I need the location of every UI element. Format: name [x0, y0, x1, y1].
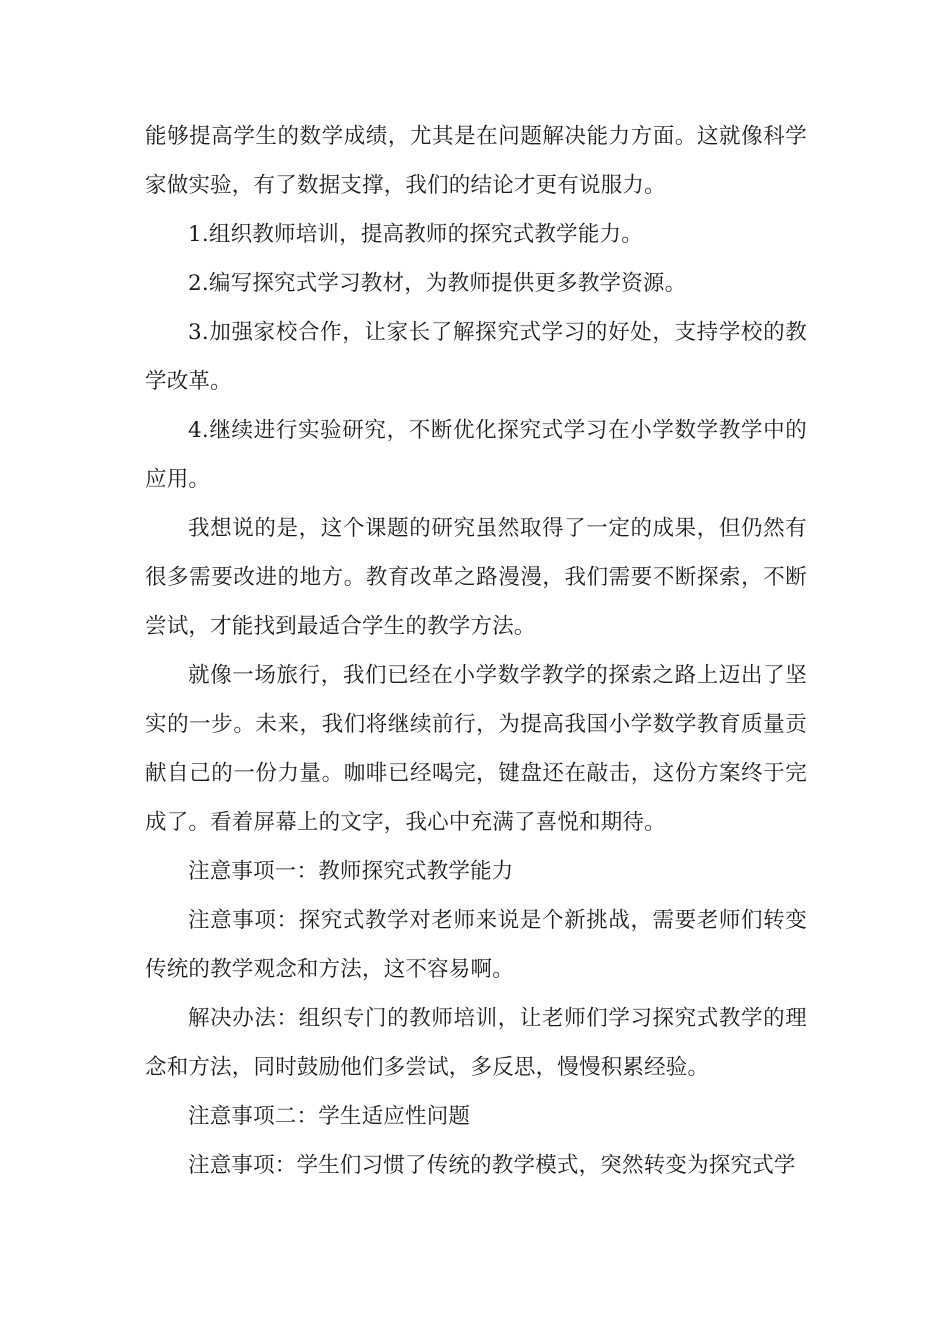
section-heading-note-2: 注意事项二：学生适应性问题 — [188, 1104, 471, 1129]
list-item-3: 3.加强家校合作，让家长了解探究式学习的好处，支持学校的教学改革。 — [145, 320, 807, 394]
list-item-4: 4.继续进行实验研究，不断优化探究式学习在小学数学教学中的应用。 — [145, 418, 807, 492]
paragraph-continuation: 能够提高学生的数学成绩，尤其是在问题解决能力方面。这就像科学家做实验，有了数据支撑，我们的结论才更有说服力。 — [145, 124, 807, 198]
section-heading-note-1: 注意事项一：教师探究式教学能力 — [188, 859, 514, 884]
paragraph-journey: 就像一场旅行，我们已经在小学数学教学的探索之路上迈出了坚实的一步。未来，我们将继续前行，为提高我国小学数学教育质量贡献自己的一份力量。咖啡已经喝完，键盘还在敲击，这份方案终于完成了。看着屏幕上的文字，我心中充满了喜悦和期待。 — [145, 663, 807, 835]
note-2-issue: 注意事项：学生们习惯了传统的教学模式，突然转变为探究式学 — [188, 1153, 796, 1178]
document-body — [145, 112, 807, 1190]
list-item-1: 1.组织教师培训，提高教师的探究式教学能力。 — [188, 222, 643, 247]
note-1-issue: 注意事项：探究式教学对老师来说是个新挑战，需要老师们转变传统的教学观念和方法，这不容易啊。 — [145, 908, 807, 982]
list-item-2: 2.编写探究式学习教材，为教师提供更多教学资源。 — [188, 271, 687, 296]
note-1-solution: 解决办法：组织专门的教师培训，让老师们学习探究式教学的理念和方法，同时鼓励他们多尝试，多反思，慢慢积累经验。 — [145, 1006, 807, 1080]
paragraph-reflection: 我想说的是，这个课题的研究虽然取得了一定的成果，但仍然有很多需要改进的地方。教育改革之路漫漫，我们需要不断探索，不断尝试，才能找到最适合学生的教学方法。 — [145, 516, 807, 639]
